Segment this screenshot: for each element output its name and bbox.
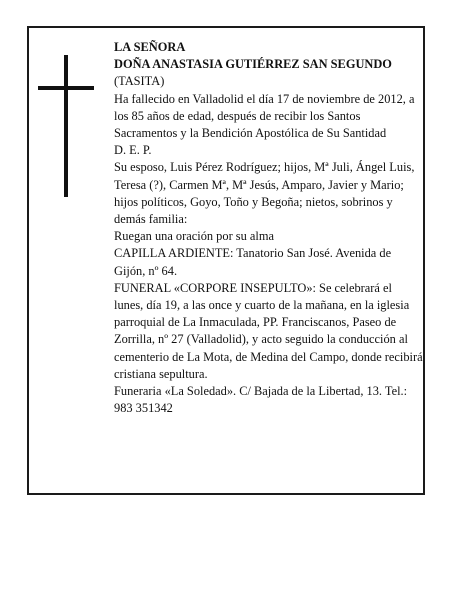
funeral-info: FUNERAL «CORPORE INSEPULTO»: Se celebrará el lunes, día 19, a las once y cuarto de la mañana, en la iglesia parroquial de La Inmaculada, PP. Franciscanos, Paseo de Zorrilla, nº 27 (Valladolid), y acto seguido la conducción al cementerio de La Mota, de Medina del Campo, donde recibirá cristiana sepultura. [114, 280, 423, 381]
chapel-info: CAPILLA ARDIENTE: Tanatorio San José. Avenida de Gijón, nº 64. [114, 246, 392, 278]
obituary-text [114, 39, 424, 417]
deceased-nickname: (TASITA) [114, 74, 165, 89]
funeral-home-info: Funeraria «La Soledad». C/ Bajada de la Libertad, 13. Tel.: 983 351342 [114, 384, 408, 416]
death-announcement: Ha fallecido en Valladolid el día 17 de noviembre de 2012, a los 85 años de edad, después de recibir los Santos Sacramentos y la Bendición Apostólica de Su Santidad [114, 91, 415, 141]
family-list: Su esposo, Luis Pérez Rodríguez; hijos, Mª Juli, Ángel Luis, Teresa (?), Carmen Mª, Mª Jesús, Amparo, Javier y Mario; hijos políticos, Goyo, Toño y Begoña; nietos, sobrinos y demás familia: [114, 160, 415, 227]
rest-in-peace: D. E. P. [114, 143, 152, 158]
notice-title: LA SEÑORA [114, 40, 186, 54]
cross-vertical-bar [64, 55, 68, 197]
deceased-name: DOÑA ANASTASIA GUTIÉRREZ SAN SEGUNDO [114, 57, 392, 72]
cross-icon [38, 55, 94, 197]
cross-horizontal-bar [38, 86, 94, 90]
prayer-request: Ruegan una oración por su alma [114, 229, 274, 244]
